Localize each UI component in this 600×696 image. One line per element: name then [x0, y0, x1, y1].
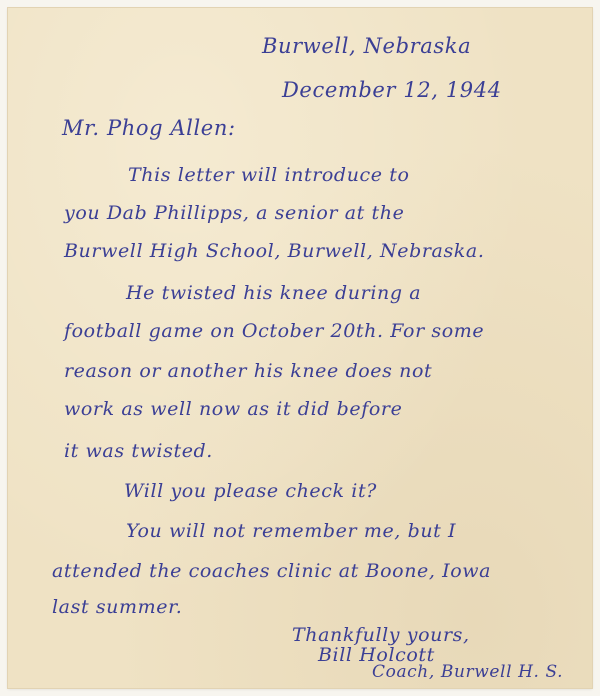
body-line: work as well now as it did before	[64, 398, 403, 420]
body-line: Burwell High School, Burwell, Nebraska.	[64, 240, 485, 262]
body-line: He twisted his knee during a	[126, 282, 422, 304]
body-line: You will not remember me, but I	[126, 520, 457, 542]
letter-place: Burwell, Nebraska	[262, 34, 472, 58]
body-line: This letter will introduce to	[128, 164, 410, 186]
body-line: football game on October 20th. For some	[64, 320, 485, 342]
body-line: attended the coaches clinic at Boone, Iowa	[52, 560, 492, 582]
body-line: it was twisted.	[64, 440, 213, 462]
letter-closing: Thankfully yours,	[292, 624, 470, 646]
body-line: Will you please check it?	[124, 480, 377, 502]
letter-salutation: Mr. Phog Allen:	[62, 116, 236, 140]
letter-date: December 12, 1944	[282, 78, 502, 102]
letter-paper	[8, 8, 592, 688]
body-line: last summer.	[52, 596, 183, 618]
letter-signature: Bill Holcott	[318, 644, 435, 666]
body-line: you Dab Phillipps, a senior at the	[64, 202, 405, 224]
body-line: reason or another his knee does not	[64, 360, 433, 382]
letter-signer-title: Coach, Burwell H. S.	[372, 662, 564, 682]
